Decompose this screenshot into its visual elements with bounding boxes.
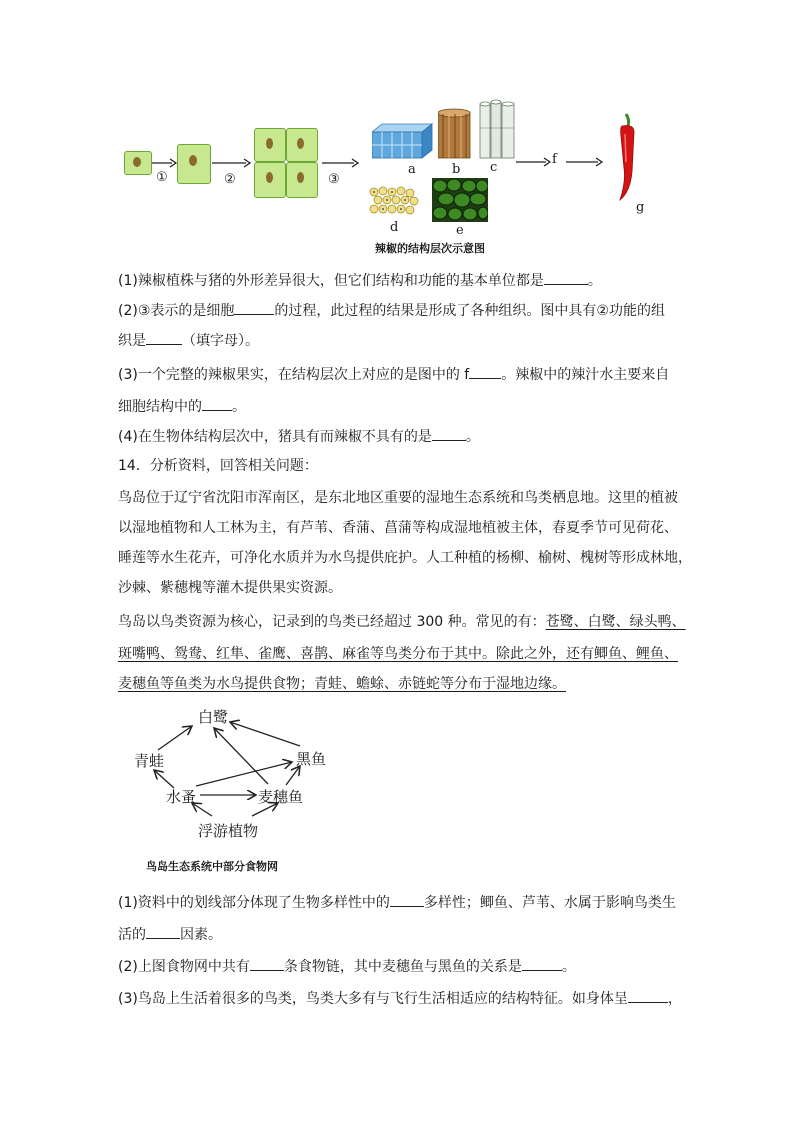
cell-nucleus [266,138,273,149]
tissue-c-image [478,98,518,160]
q14-para1-line2: 以湿地植物和人工林为主，有芦苇、香蒲、菖蒲等构成湿地植被主体，春夏季节可见荷花、 [118,520,678,536]
food-web-diagram [120,700,360,850]
answer-blank[interactable] [522,956,562,971]
tissue-b-image [438,108,474,160]
label-f: f [552,152,557,167]
answer-blank[interactable] [146,924,180,939]
answer-blank[interactable] [234,300,274,315]
label-d: d [390,220,399,235]
answer-blank[interactable] [544,270,588,285]
arrow-step-3 [322,155,362,169]
arrow-step-2 [212,155,252,169]
q13-part1: (1)辣椒植株与猪的外形差异很大，但它们结构和功能的基本单位都是 。 [118,270,602,291]
node-maisuiyu: 麦穗鱼 [258,788,304,806]
answer-blank[interactable] [146,330,182,345]
step-3-label: ③ [328,172,340,187]
q14-para2-line2: 斑嘴鸭、鸳鸯、红隼、雀鹰、喜鹊、麻雀等鸟类分布于其中。除此之外，还有鲫鱼、鲤鱼、 [118,646,678,662]
label-b: b [452,162,461,177]
answer-blank[interactable] [250,956,284,971]
q14-para2-line3: 麦穗鱼等鱼类为水鸟提供食物；青蛙、蟾蜍、赤链蛇等分布于湿地边缘。 [118,676,566,692]
label-c: c [490,160,498,175]
cell-nucleus [133,157,141,167]
arrow-to-g [566,154,606,168]
node-snakehead: 黑鱼 [296,750,327,768]
arrow-daphnia-to-snakehead [196,762,292,786]
answer-blank[interactable] [628,988,668,1003]
food-web-caption: 鸟岛生态系统中部分食物网 [146,860,278,873]
arrow-to-f [516,154,552,168]
q14-para1-line1: 鸟岛位于辽宁省沈阳市浑南区，是东北地区重要的湿地生态系统和鸟类栖息地。这里的植被 [118,490,678,506]
answer-blank[interactable] [202,396,232,411]
q13-part3-cont: 细胞结构中的 。 [118,396,246,417]
cell-nucleus [189,155,197,166]
figure1-caption: 辣椒的结构层次示意图 [375,242,485,255]
q14-part1: (1)资料中的划线部分体现了生物多样性中的 多样性；鲫鱼、芦苇、水属于影响鸟类生 [118,892,676,913]
tissue-e-image [432,178,488,222]
answer-blank[interactable] [390,892,424,907]
node-frog: 青蛙 [134,752,165,770]
cell-nucleus [297,172,304,183]
q13-part2-cont: 织是 （填字母）。 [118,330,259,351]
q14-para2-line1: 鸟岛以鸟类资源为核心，记录到的鸟类已经超过 300 种。常见的有：苍鹭、白鹭、绿头鸭、 [118,614,686,630]
label-e: e [456,223,464,238]
pepper-image [612,112,642,204]
arrow-snakehead-to-egret [230,722,300,746]
arrow-maisui-to-egret [214,728,268,784]
q14-title: 14．分析资料，回答相关问题： [118,458,318,474]
label-g: g [636,200,645,215]
q14-para1-line3: 睡莲等水生花卉，可净化水质并为水鸟提供庇护。人工种植的杨柳、榆树、槐树等形成林地， [118,550,692,566]
q13-part4: (4)在生物体结构层次中，猪具有而辣椒不具有的是 。 [118,426,480,447]
node-daphnia: 水蚤 [166,788,197,806]
q14-para1-line4: 沙棘、紫穗槐等灌木提供果实资源。 [118,580,342,596]
answer-blank[interactable] [432,426,466,441]
label-a: a [408,162,416,177]
cell-nucleus [266,172,273,183]
q14-part3: (3)鸟岛上生活着很多的鸟类，鸟类大多有与飞行生活相适应的结构特征。如身体呈 ， [118,988,682,1009]
q14-part1-cont: 活的 因素。 [118,924,222,945]
node-egret: 白鹭 [198,708,229,726]
step-2-label: ② [224,172,236,187]
answer-blank[interactable] [469,364,501,379]
node-plankton: 浮游植物 [198,822,259,840]
q14-part2: (2)上图食物网中共有 条食物链，其中麦穗鱼与黑鱼的关系是 。 [118,956,576,977]
q13-part2: (2)③表示的是细胞 的过程，此过程的结果是形成了各种组织。图中具有②功能的组 [118,300,665,321]
step-1-label: ① [156,170,168,185]
tissue-d-image [368,186,420,216]
cell-nucleus [297,138,304,149]
q13-part3: (3)一个完整的辣椒果实，在结构层次上对应的是图中的 f 。辣椒中的辣汁水主要来自 [118,364,669,385]
arrow-frog-to-egret [158,726,192,750]
tissue-a-image [372,122,434,160]
